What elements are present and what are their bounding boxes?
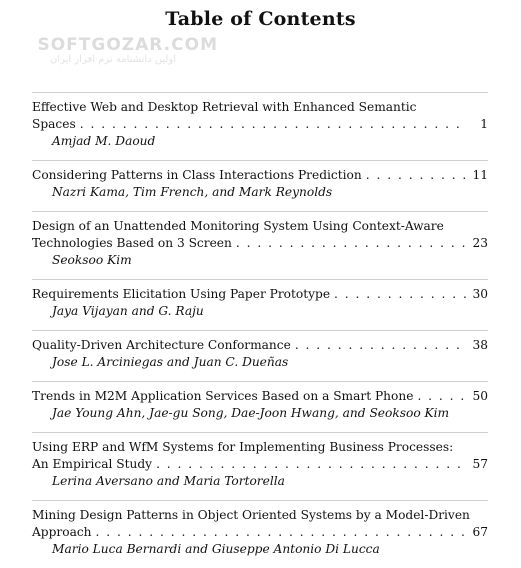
entry-authors: Jose L. Arciniegas and Juan C. Dueñas <box>52 355 289 369</box>
entry-title-line: Trends in M2M Application Services Based on a Smart Phone <box>32 389 414 403</box>
toc-entry[interactable] <box>32 500 488 558</box>
watermark <box>8 36 218 66</box>
watermark-brand: SOFTGOZAR.COM <box>37 35 218 55</box>
entry-title-line: Effective Web and Desktop Retrieval with Enhanced Semantic <box>32 100 417 114</box>
toc-entry[interactable] <box>32 432 488 490</box>
entry-authors: Seoksoo Kim <box>52 253 132 267</box>
leader-dots <box>236 235 466 252</box>
entry-authors: Jae Young Ahn, Jae-gu Song, Dae-Joon Hwang, and Seoksoo Kim <box>52 406 450 420</box>
leader-dots <box>96 524 466 541</box>
page-number: 1 <box>480 117 488 131</box>
watermark-tagline: اولین دانشنامه نرم افزار ایران <box>49 54 177 65</box>
entry-title-line: Quality-Driven Architecture Conformance <box>32 338 291 352</box>
entry-title-line: Requirements Elicitation Using Paper Prototype <box>32 287 331 301</box>
toc-entry[interactable] <box>32 92 488 150</box>
entry-authors: Nazri Kama, Tim French, and Mark Reynolds <box>52 185 333 199</box>
leader-dots <box>334 286 466 303</box>
entry-title-line: Approach <box>32 525 92 539</box>
page-number: 57 <box>472 457 488 471</box>
page-number: 38 <box>472 338 488 352</box>
entry-title-line: Technologies Based on 3 Screen <box>32 236 232 250</box>
page-number: 30 <box>472 287 488 301</box>
page-number: 50 <box>472 389 488 403</box>
toc-entry[interactable] <box>32 211 488 269</box>
leader-dots <box>366 167 466 184</box>
toc-entry[interactable] <box>32 330 488 371</box>
toc-entry[interactable] <box>32 381 488 422</box>
toc-list <box>32 92 488 568</box>
entry-title-line: Considering Patterns in Class Interactions Prediction <box>32 168 362 182</box>
entry-title-line: Using ERP and WfM Systems for Implementing Business Processes: <box>32 440 454 454</box>
entry-title-line: Spaces <box>32 117 76 131</box>
leader-dots <box>156 456 466 473</box>
leader-dots <box>80 116 466 133</box>
page-number: 67 <box>472 525 488 539</box>
page-title: Table of Contents <box>165 8 356 30</box>
entry-authors: Mario Luca Bernardi and Giuseppe Antonio Di Lucca <box>52 542 380 556</box>
page-number: 23 <box>472 236 488 250</box>
entry-title-line: An Empirical Study <box>32 457 153 471</box>
entry-authors: Jaya Vijayan and G. Raju <box>52 304 204 318</box>
leader-dots <box>295 337 466 354</box>
toc-entry[interactable] <box>32 160 488 201</box>
entry-authors: Amjad M. Daoud <box>52 134 156 148</box>
entry-title-line: Mining Design Patterns in Object Oriented Systems by a Model-Driven <box>32 508 470 522</box>
leader-dots <box>417 388 466 405</box>
toc-entry[interactable] <box>32 279 488 320</box>
page-number: 11 <box>472 168 488 182</box>
entry-title-line: Design of an Unattended Monitoring System Using Context-Aware <box>32 219 444 233</box>
entry-authors: Lerina Aversano and Maria Tortorella <box>52 474 285 488</box>
